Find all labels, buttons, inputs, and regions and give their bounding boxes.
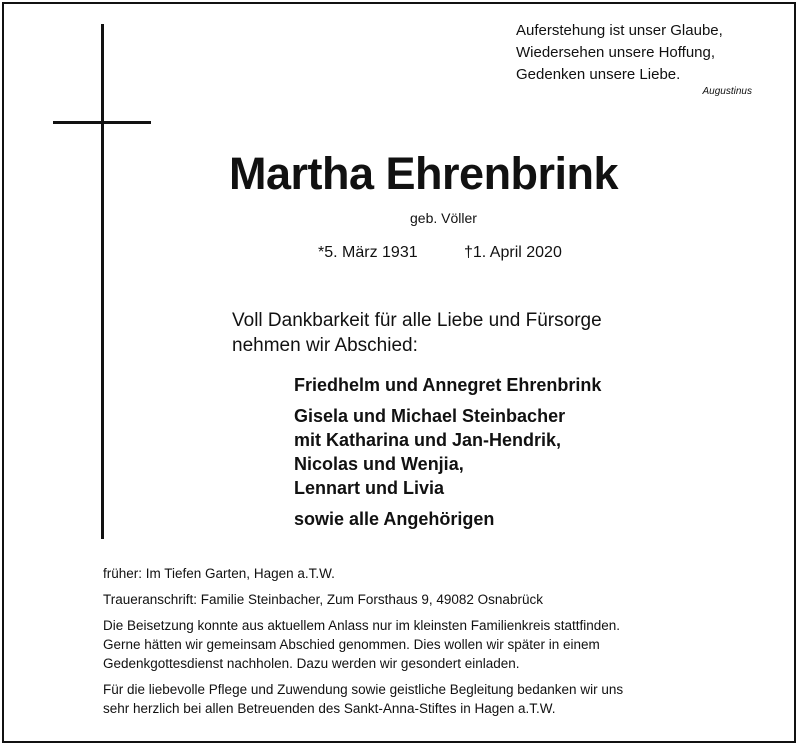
- thanks-line: sehr herzlich bei allen Betreuenden des Sankt-Anna-Stiftes in Hagen a.T.W.: [103, 701, 556, 716]
- mourner-line: Lennart und Livia: [294, 478, 445, 498]
- mourner-line: Gisela und Michael Steinbacher: [294, 406, 566, 426]
- quote-line: Gedenken unsere Liebe.: [516, 66, 681, 83]
- quote: [516, 20, 766, 86]
- funeral-note: [103, 616, 763, 673]
- mourner-group: sowie alle Angehörigen: [294, 509, 495, 529]
- farewell-intro: [232, 308, 602, 358]
- details-section: [103, 564, 763, 725]
- intro-line: Voll Dankbarkeit für alle Liebe und Fürsorge: [232, 310, 602, 331]
- quote-line: Auferstehung ist unser Glaube,: [516, 22, 723, 39]
- quote-line: Wiedersehen unsere Hoffung,: [516, 44, 716, 61]
- quote-author: Augustinus: [702, 86, 752, 97]
- mourner-line: mit Katharina und Jan-Hendrik,: [294, 430, 562, 450]
- thanks-line: Für die liebevolle Pflege und Zuwendung sowie geistliche Begleitung bedanken wir uns: [103, 682, 624, 697]
- cross-vertical-bar: [101, 24, 104, 539]
- death-date: †1. April 2020: [464, 244, 562, 261]
- mourners-list: [294, 373, 601, 531]
- funeral-line: Gedenkgottesdienst nachholen. Dazu werden wir gesondert einladen.: [103, 656, 520, 671]
- cross-horizontal-bar: [53, 121, 151, 124]
- mourner-line: Nicolas und Wenjia,: [294, 454, 464, 474]
- thanks-note: [103, 680, 763, 718]
- mourning-address: Traueranschrift: Familie Steinbacher, Zum Forsthaus 9, 49082 Osnabrück: [103, 592, 543, 607]
- birth-date: *5. März 1931: [318, 244, 418, 261]
- mourner-group: Friedhelm und Annegret Ehrenbrink: [294, 375, 602, 395]
- deceased-name: Martha Ehrenbrink: [229, 148, 619, 199]
- intro-line: nehmen wir Abschied:: [232, 335, 418, 356]
- funeral-line: Die Beisetzung konnte aus aktuellem Anlass nur im kleinsten Familienkreis stattfinden.: [103, 618, 621, 633]
- former-address: früher: Im Tiefen Garten, Hagen a.T.W.: [103, 566, 335, 581]
- maiden-name: geb. Völler: [410, 210, 477, 226]
- funeral-line: Gerne hätten wir gemeinsam Abschied genommen. Dies wollen wir später in einem: [103, 637, 600, 652]
